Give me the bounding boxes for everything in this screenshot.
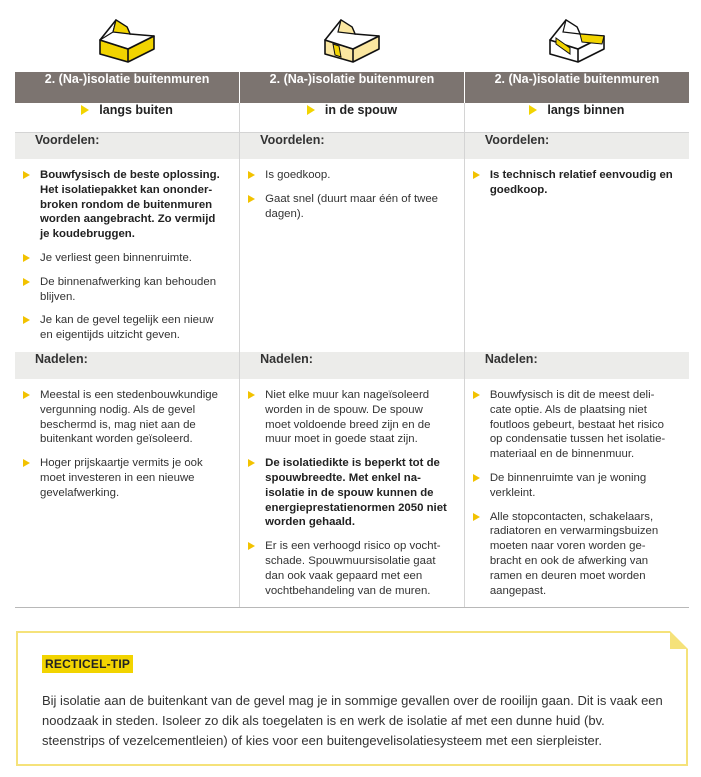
wall-insulation-outside-icon (96, 14, 158, 64)
list-item (248, 539, 450, 598)
section-label: Nadelen: (464, 352, 689, 379)
column-header: 2. (Na-)isolatie buitenmuren (464, 72, 689, 103)
bullet-triangle-icon (23, 254, 30, 262)
triangle-bullet-icon (81, 105, 89, 115)
list-item-text: Je verliest geen binnenruimte. (40, 251, 192, 264)
list-item-text: Bouwfysisch de beste oplossing. Het isolatiepakket kan ononder-broken rondom de buitenmuren worden aangebracht. Zo vermijd je koudebruggen. (40, 169, 220, 241)
list-item (23, 168, 225, 242)
list-item (473, 388, 675, 462)
icon-row (15, 0, 689, 72)
bullet-triangle-icon (248, 542, 255, 550)
subheader-label: in de spouw (324, 103, 398, 117)
bullet-triangle-icon (23, 391, 30, 399)
pros-list (464, 159, 689, 352)
header-row (15, 72, 689, 103)
tip-title: RECTICEL-TIP (42, 655, 133, 673)
list-item-text: Er is een verhoogd risico op vocht-schade. Spouwmuursisolatie gaat dan ook vaak gepaard met een vochtbehandeling van de muren. (265, 540, 441, 597)
comparison-table (15, 72, 689, 608)
bullet-triangle-icon (473, 391, 480, 399)
bullet-triangle-icon (23, 459, 30, 467)
bullet-triangle-icon (473, 171, 480, 179)
list-item (473, 510, 675, 599)
cons-list (15, 379, 240, 608)
subheader-row (15, 103, 689, 132)
list-item (248, 456, 450, 530)
pros-list (240, 159, 465, 352)
tip-box (16, 631, 688, 766)
pros-row (15, 159, 689, 352)
bullet-triangle-icon (23, 278, 30, 286)
section-label: Nadelen: (15, 352, 240, 379)
list-item (23, 456, 225, 500)
triangle-bullet-icon (529, 105, 537, 115)
bullet-triangle-icon (23, 171, 30, 179)
list-item-text: Je kan de gevel tegelijk een nieuw en eigentijds uitzicht geven. (40, 314, 214, 342)
column-header: 2. (Na-)isolatie buitenmuren (15, 72, 240, 103)
cons-list (240, 379, 465, 608)
pros-list (15, 159, 240, 352)
cons-row (15, 379, 689, 608)
list-item-text: Hoger prijskaartje vermits je ook moet investeren in een nieuwe gevelafwerking. (40, 457, 203, 499)
section-label: Voordelen: (464, 132, 689, 159)
subheader-label: langs buiten (99, 103, 173, 117)
list-item-text: Meestal is een stedenbouwkundige vergunning nodig. Als de gevel beschermd is, mag niet aan de buitenkant worden geïsoleerd. (40, 388, 218, 446)
cons-label-row (15, 352, 689, 379)
wall-insulation-inside-icon (546, 14, 608, 64)
section-label: Nadelen: (240, 352, 465, 379)
list-item (23, 275, 225, 305)
list-item-text: De isolatiedikte is beperkt tot de spouwbreedte. Met enkel na-isolatie in de spouw kunnen de energieprestatienormen 2050 niet worden gehaald. (265, 457, 447, 529)
subheader-label: langs binnen (547, 103, 625, 117)
column-header: 2. (Na-)isolatie buitenmuren (240, 72, 465, 103)
pros-label-row (15, 132, 689, 159)
list-item (248, 192, 450, 222)
folded-corner (670, 631, 688, 649)
list-item-text: Alle stopcontacten, schakelaars, radiatoren en verwarmingsbuizen moeten naar voren worden ge-bracht en ook de afwerking van ramen en deuren moet worden aangepast. (489, 510, 659, 597)
cons-list (464, 379, 689, 608)
column-subheader (15, 103, 240, 132)
list-item-text: De binnenruimte van je woning verkleint. (489, 471, 647, 499)
section-label: Voordelen: (240, 132, 465, 159)
list-item (248, 168, 450, 183)
list-item (473, 168, 675, 198)
triangle-bullet-icon (307, 105, 315, 115)
bullet-triangle-icon (248, 391, 255, 399)
list-item-text: Niet elke muur kan nageïsoleerd worden in de spouw. De spouw moet voldoende breed zijn en de muur moet in goede staat zijn. (265, 388, 431, 446)
bullet-triangle-icon (248, 459, 255, 467)
list-item-text: Is goedkoop. (265, 169, 331, 181)
bullet-triangle-icon (23, 316, 30, 324)
list-item-text: De binnenafwerking kan behouden blijven. (40, 275, 217, 303)
bullet-triangle-icon (248, 195, 255, 203)
bullet-triangle-icon (473, 474, 480, 482)
column-subheader (464, 103, 689, 132)
column-subheader (240, 103, 465, 132)
list-item (248, 388, 450, 447)
tip-text: Bij isolatie aan de buitenkant van de gevel mag je in sommige gevallen over de rooilijn gaan. Dit is vaak een noodzaak in steden. Isoleer zo dik als toegelaten is en werk de isolatie af met een dunne huid (bv. steenstrips of vezelcementleien) of kies voor een buitengevelisolatiesysteem met een sierpleister. (42, 693, 663, 748)
list-item (473, 471, 675, 501)
list-item (23, 313, 225, 343)
list-item-text: Bouwfysisch is dit de meest deli-cate optie. Als de plaatsing niet foutloos gebeurt, bestaat het risico op condensatie tussen het isolatie-materiaal en de binnenmuur. (489, 388, 666, 461)
list-item (23, 251, 225, 266)
list-item-text: Is technisch relatief eenvoudig en goedkoop. (489, 169, 673, 196)
list-item (23, 388, 225, 447)
bullet-triangle-icon (473, 513, 480, 521)
section-label: Voordelen: (15, 132, 240, 159)
bullet-triangle-icon (248, 171, 255, 179)
wall-insulation-cavity-icon (321, 14, 383, 64)
list-item-text: Gaat snel (duurt maar één of twee dagen). (265, 192, 439, 220)
